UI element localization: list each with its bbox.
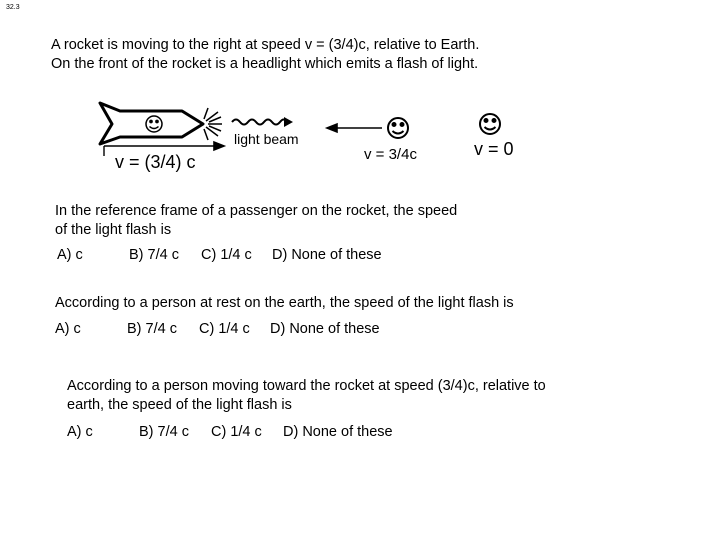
question-1-choice-d[interactable]: D) None of these (272, 247, 382, 263)
intro-line-2: On the front of the rocket is a headlight which emits a flash of light. (51, 56, 479, 72)
intro-line-1: A rocket is moving to the right at speed v = (3/4)c, relative to Earth. (51, 37, 480, 53)
rocket-figure (0, 0, 720, 200)
rocket-speed-label: v = (3/4) c (115, 152, 196, 172)
question-1-choice-c[interactable]: C) 1/4 c (201, 247, 252, 263)
question-1-choices (0, 247, 720, 267)
question-1-line-2: of the light flash is (55, 222, 172, 238)
moving-observer-speed-label: v = 3/4c (364, 146, 417, 163)
moving-observer-smiley-icon (388, 118, 408, 138)
passenger-smiley-icon (146, 116, 162, 132)
rest-observer-smiley-icon (480, 114, 500, 134)
light-beam-label: light beam (234, 131, 299, 147)
question-2-line-1: According to a person at rest on the earth, the speed of the light flash is (55, 295, 514, 311)
question-3-line-2: earth, the speed of the light flash is (67, 397, 292, 413)
rest-observer-speed-label: v = 0 (474, 139, 514, 159)
question-3-choices (0, 424, 720, 444)
question-2-choices (0, 321, 720, 341)
question-2-text (55, 294, 514, 313)
question-1-text (55, 202, 457, 240)
slide-number: 32.3 (6, 4, 20, 11)
question-3-choice-c[interactable]: C) 1/4 c (211, 424, 262, 440)
question-3-choice-a[interactable]: A) c (67, 424, 93, 440)
light-beam-wave-icon (232, 117, 293, 127)
observer-velocity-arrow (327, 124, 382, 132)
question-2-choice-d[interactable]: D) None of these (270, 321, 380, 337)
question-3-choice-b[interactable]: B) 7/4 c (139, 424, 189, 440)
question-2-choice-a[interactable]: A) c (55, 321, 81, 337)
question-1-choice-b[interactable]: B) 7/4 c (129, 247, 179, 263)
headlight-flash-icon (204, 108, 222, 140)
question-1-choice-a[interactable]: A) c (57, 247, 83, 263)
question-2-choice-b[interactable]: B) 7/4 c (127, 321, 177, 337)
question-1-line-1: In the reference frame of a passenger on the rocket, the speed (55, 203, 458, 219)
rocket-icon (100, 103, 203, 144)
question-3-choice-d[interactable]: D) None of these (283, 424, 393, 440)
question-3-text (67, 377, 546, 415)
question-2-choice-c[interactable]: C) 1/4 c (199, 321, 250, 337)
question-3-line-1: According to a person moving toward the rocket at speed (3/4)c, relative to (67, 378, 546, 394)
